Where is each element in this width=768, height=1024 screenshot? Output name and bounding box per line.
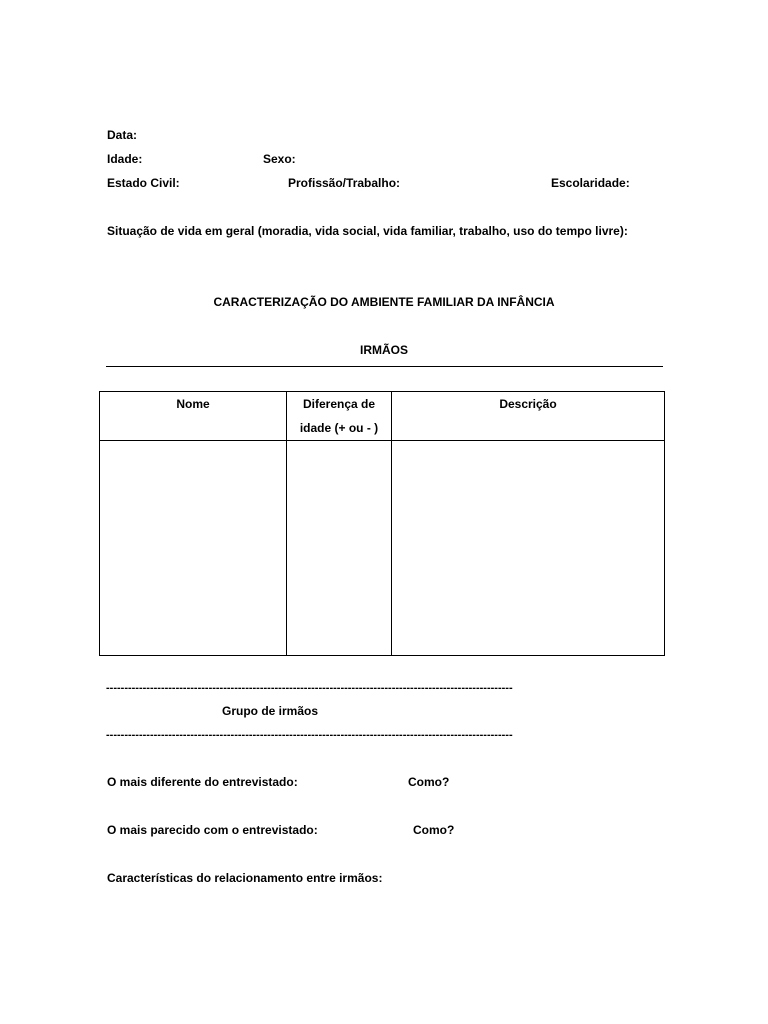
- header-diferenca: [287, 392, 392, 441]
- dash-separator-bottom: ---------------------------------------------------------------------------------------------------------------: [106, 729, 513, 741]
- mais-parecido-label: O mais parecido com o entrevistado:: [107, 823, 318, 837]
- cell-diferenca[interactable]: [287, 441, 392, 656]
- subsection-title: IRMÃOS: [360, 343, 408, 357]
- relacionamento-label: Características do relacionamento entre irmãos:: [107, 871, 383, 885]
- table-header-row: [100, 392, 665, 441]
- dash-separator-top: ---------------------------------------------------------------------------------------------------------------: [106, 682, 513, 694]
- data-label: Data:: [107, 128, 138, 142]
- cell-nome[interactable]: [100, 441, 287, 656]
- como-label-2: Como?: [413, 823, 455, 837]
- mais-diferente-label: O mais diferente do entrevistado:: [107, 775, 298, 789]
- header-descricao: Descrição: [392, 392, 665, 441]
- header-nome: Nome: [100, 392, 287, 441]
- grupo-label: Grupo de irmãos: [222, 704, 319, 718]
- estado-civil-label: Estado Civil:: [107, 176, 180, 190]
- header-diferenca-line1: Diferença de: [302, 397, 376, 411]
- header-diferenca-line2: idade (+ ou - ): [299, 421, 379, 435]
- como-label-1: Como?: [408, 775, 450, 789]
- escolaridade-label: Escolaridade:: [551, 176, 630, 190]
- idade-label: Idade:: [107, 152, 143, 166]
- subsection-rule: [106, 366, 663, 367]
- table-row: [100, 441, 665, 656]
- siblings-table: [99, 391, 665, 656]
- situacao-label: Situação de vida em geral (moradia, vida social, vida familiar, trabalho, uso do tempo livre):: [107, 224, 628, 238]
- profissao-label: Profissão/Trabalho:: [288, 176, 401, 190]
- sexo-label: Sexo:: [263, 152, 296, 166]
- cell-descricao[interactable]: [392, 441, 665, 656]
- section-title: CARACTERIZAÇÃO DO AMBIENTE FAMILIAR DA INFÂNCIA: [213, 295, 555, 309]
